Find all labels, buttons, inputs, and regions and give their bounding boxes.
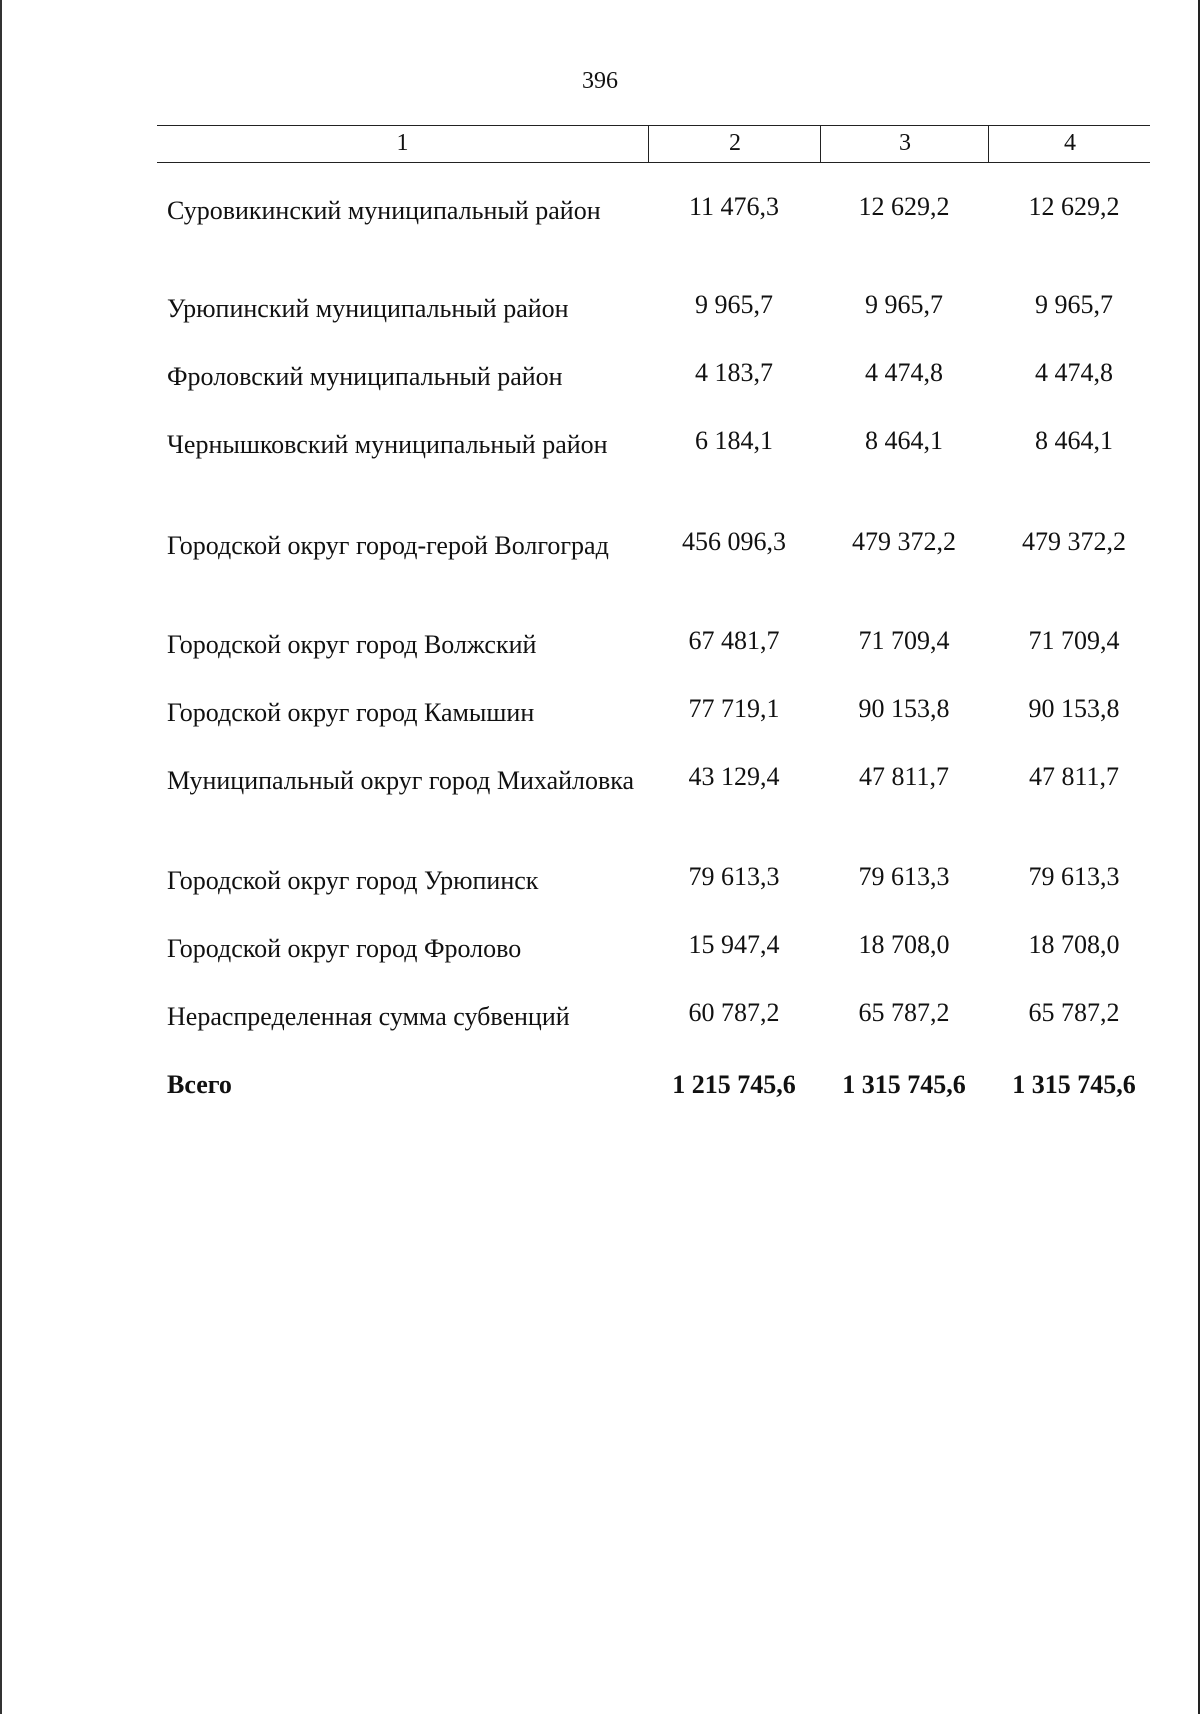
row-value-col3: 9 965,7 bbox=[865, 290, 943, 319]
row-value-col3: 12 629,2 bbox=[858, 192, 950, 221]
row-value-col2: 43 129,4 bbox=[688, 762, 780, 791]
subvention-table bbox=[157, 125, 1150, 1099]
row-value-col2: 60 787,2 bbox=[688, 998, 780, 1027]
row-value-col2: 11 476,3 bbox=[688, 192, 780, 221]
row-value-col4: 71 709,4 bbox=[1028, 626, 1120, 655]
row-value-col2: 67 481,7 bbox=[688, 626, 780, 655]
row-value-col4: 18 708,0 bbox=[1028, 930, 1120, 959]
total-label: Всего bbox=[167, 1070, 232, 1099]
row-value-col3: 8 464,1 bbox=[865, 426, 943, 455]
row-value-col2: 15 947,4 bbox=[688, 930, 780, 959]
column-header-1: 1 bbox=[396, 130, 409, 156]
row-value-col4: 4 474,8 bbox=[1035, 358, 1113, 387]
total-value-col3: 1 315 745,6 bbox=[842, 1070, 966, 1099]
row-value-col3: 79 613,3 bbox=[858, 862, 950, 891]
row-value-col4: 9 965,7 bbox=[1035, 290, 1113, 319]
column-header-4: 4 bbox=[988, 126, 1151, 162]
row-value-col2: 456 096,3 bbox=[682, 527, 786, 556]
row-value-col3: 479 372,2 bbox=[852, 527, 956, 556]
row-value-col3: 71 709,4 bbox=[858, 626, 950, 655]
total-value-col2: 1 215 745,6 bbox=[672, 1070, 796, 1099]
row-value-col3: 18 708,0 bbox=[858, 930, 950, 959]
row-name: Нераспределенная сумма субвенций bbox=[167, 1002, 570, 1031]
row-name: Городской округ город Камышин bbox=[167, 698, 535, 727]
column-header-3: 3 bbox=[820, 126, 989, 162]
row-name: Городской округ город-герой Волгоград bbox=[167, 531, 609, 560]
row-value-col4: 8 464,1 bbox=[1035, 426, 1113, 455]
row-name: Муниципальный округ город Михайловка bbox=[167, 766, 635, 795]
row-value-col4: 12 629,2 bbox=[1028, 192, 1120, 221]
row-name: Городской округ город Фролово bbox=[167, 934, 522, 963]
row-name: Фроловский муниципальный район bbox=[167, 362, 563, 391]
row-value-col2: 77 719,1 bbox=[688, 694, 780, 723]
row-name: Урюпинский муниципальный район bbox=[167, 294, 569, 323]
column-header-2: 2 bbox=[648, 126, 821, 162]
row-value-col4: 47 811,7 bbox=[1028, 762, 1120, 791]
row-value-col4: 79 613,3 bbox=[1028, 862, 1120, 891]
row-value-col2: 79 613,3 bbox=[688, 862, 780, 891]
row-value-col3: 4 474,8 bbox=[865, 358, 943, 387]
row-value-col2: 9 965,7 bbox=[695, 290, 773, 319]
page-number: 396 bbox=[582, 68, 618, 94]
row-name: Суровикинский муниципальный район bbox=[167, 196, 601, 225]
table-header-row bbox=[157, 125, 1150, 163]
scan-edge-left bbox=[0, 0, 2, 1714]
row-value-col3: 65 787,2 bbox=[858, 998, 950, 1027]
row-name: Городской округ город Урюпинск bbox=[167, 866, 539, 895]
row-value-col2: 4 183,7 bbox=[695, 358, 773, 387]
row-value-col3: 47 811,7 bbox=[858, 762, 950, 791]
row-value-col4: 479 372,2 bbox=[1022, 527, 1126, 556]
row-name: Чернышковский муниципальный район bbox=[167, 430, 608, 459]
row-name: Городской округ город Волжский bbox=[167, 630, 537, 659]
total-value-col4: 1 315 745,6 bbox=[1012, 1070, 1136, 1099]
row-value-col4: 90 153,8 bbox=[1028, 694, 1120, 723]
row-value-col4: 65 787,2 bbox=[1028, 998, 1120, 1027]
row-value-col2: 6 184,1 bbox=[695, 426, 773, 455]
row-value-col3: 90 153,8 bbox=[858, 694, 950, 723]
